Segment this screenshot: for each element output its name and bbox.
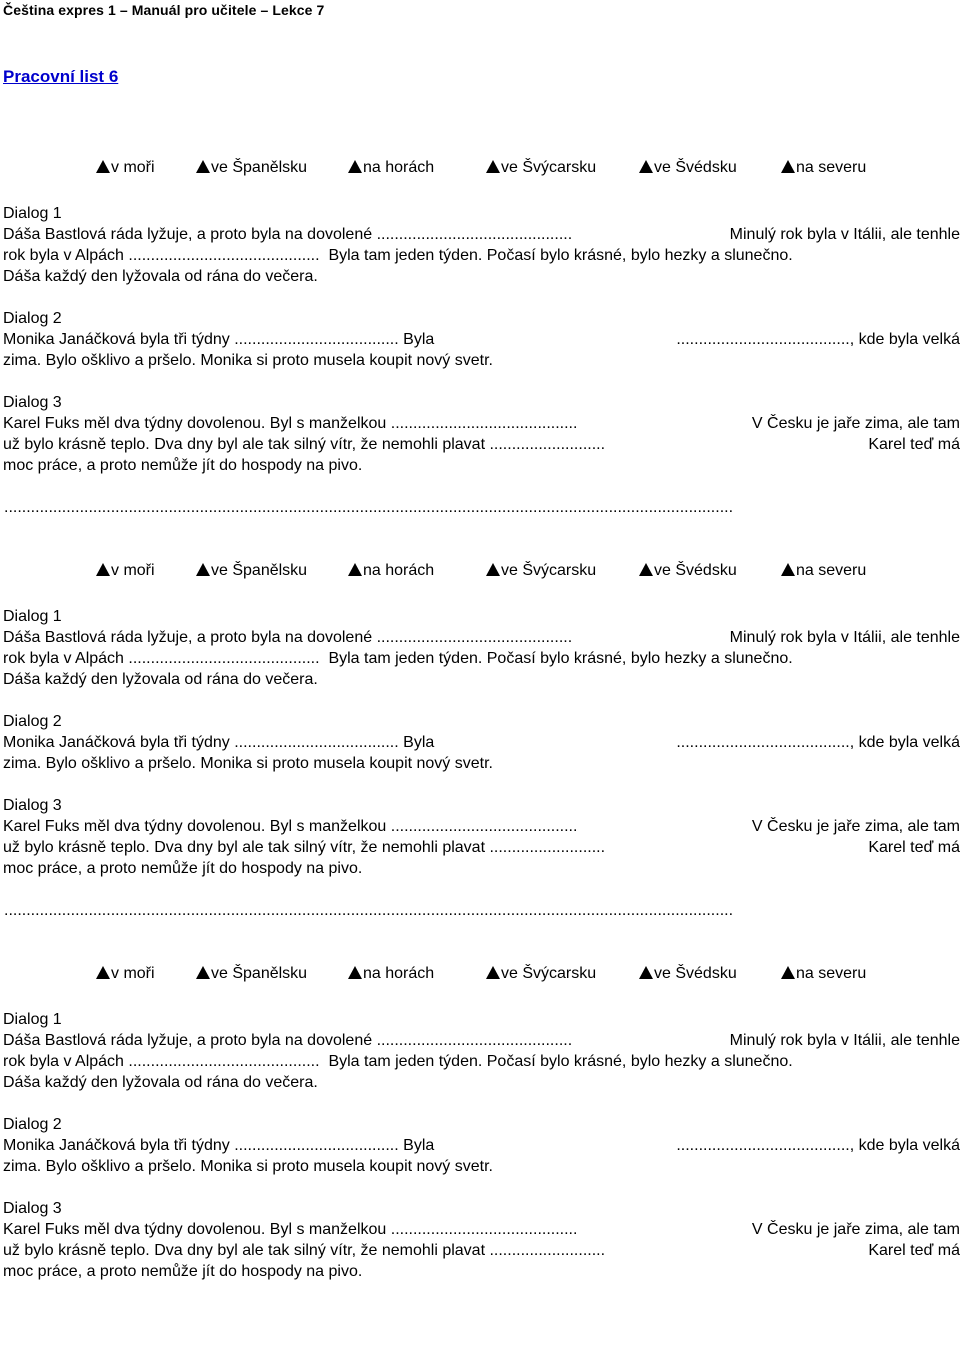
dialog-text: Dáša každý den lyžovala od rána do večera.: [3, 671, 318, 688]
worksheet-title[interactable]: Pracovní list 6: [3, 67, 119, 86]
dialog-label: Dialog 2: [3, 310, 62, 327]
dialog-label: Dialog 2: [3, 1116, 62, 1133]
exercise-block-3: [0, 965, 960, 1368]
dialog-text: už bylo krásně teplo. Dva dny byl ale tak silný vítr, že nemohli plavat .......................... Karel teď má: [3, 839, 960, 856]
separator-dots: ....................................................................................................................................................................: [4, 499, 734, 516]
triangle-bullet-icon: [196, 966, 210, 979]
triangle-bullet-icon: [96, 160, 110, 173]
page-header: Čeština expres 1 – Manuál pro učitele – Lekce 7: [3, 2, 325, 18]
word-bank-item: v moři: [96, 965, 155, 983]
dialog-text: Dáša Bastlová ráda lyžuje, a proto byla na dovolené ............................................ Minulý rok byla v Itálii, ale tenhle: [3, 226, 960, 243]
dialog-label: Dialog 1: [3, 205, 62, 222]
dialog-text: Dáša každý den lyžovala od rána do večera.: [3, 1074, 318, 1091]
dialog-text: Monika Janáčková byla tři týdny ..................................... Byla ......................................., kde byla velká: [3, 1137, 960, 1154]
dialog-text: rok byla v Alpách ........................................... Byla tam jeden týden. Počasí bylo krásné, bylo hezky a slunečno.: [3, 650, 793, 667]
triangle-bullet-icon: [486, 160, 500, 173]
dialog-text: zima. Bylo ošklivo a pršelo. Monika si proto musela koupit nový svetr.: [3, 352, 493, 369]
word-bank: [96, 965, 896, 987]
dialog-text: moc práce, a proto nemůže jít do hospody na pivo.: [3, 860, 363, 877]
word-bank-item: ve Španělsku: [196, 965, 307, 983]
word-bank-item: ve Švédsku: [639, 159, 737, 177]
dialog-text: Dáša Bastlová ráda lyžuje, a proto byla na dovolené ............................................ Minulý rok byla v Itálii, ale tenhle: [3, 1032, 960, 1049]
word-bank-item: na horách: [348, 562, 434, 580]
word-bank-item: ve Španělsku: [196, 562, 307, 580]
exercise-block-1: [0, 159, 960, 562]
dialog-text: rok byla v Alpách ........................................... Byla tam jeden týden. Počasí bylo krásné, bylo hezky a slunečno.: [3, 1053, 793, 1070]
dialog-text: Monika Janáčková byla tři týdny ..................................... Byla ......................................., kde byla velká: [3, 331, 960, 348]
dialog-text: moc práce, a proto nemůže jít do hospody na pivo.: [3, 1263, 363, 1280]
dialog-text: Karel Fuks měl dva týdny dovolenou. Byl s manželkou .......................................... V Česku je jaře zima, ale tam: [3, 1221, 960, 1238]
triangle-bullet-icon: [639, 160, 653, 173]
triangle-bullet-icon: [781, 563, 795, 576]
dialog-text: zima. Bylo ošklivo a pršelo. Monika si proto musela koupit nový svetr.: [3, 1158, 493, 1175]
triangle-bullet-icon: [348, 563, 362, 576]
word-bank-item: ve Švýcarsku: [486, 965, 596, 983]
word-bank-item: na severu: [781, 159, 866, 177]
triangle-bullet-icon: [348, 966, 362, 979]
dialog-text: zima. Bylo ošklivo a pršelo. Monika si proto musela koupit nový svetr.: [3, 755, 493, 772]
word-bank-item: na severu: [781, 965, 866, 983]
word-bank-item: ve Švýcarsku: [486, 159, 596, 177]
dialog-text: Karel Fuks měl dva týdny dovolenou. Byl s manželkou .......................................... V Česku je jaře zima, ale tam: [3, 415, 960, 432]
separator-dots: ....................................................................................................................................................................: [4, 902, 734, 919]
triangle-bullet-icon: [639, 563, 653, 576]
dialog-text: rok byla v Alpách ........................................... Byla tam jeden týden. Počasí bylo krásné, bylo hezky a slunečno.: [3, 247, 793, 264]
dialog-text: už bylo krásně teplo. Dva dny byl ale tak silný vítr, že nemohli plavat .......................... Karel teď má: [3, 1242, 960, 1259]
dialog-label: Dialog 3: [3, 797, 62, 814]
dialog-label: Dialog 3: [3, 1200, 62, 1217]
triangle-bullet-icon: [348, 160, 362, 173]
word-bank-item: na horách: [348, 965, 434, 983]
word-bank-item: v moři: [96, 562, 155, 580]
word-bank-item: na severu: [781, 562, 866, 580]
triangle-bullet-icon: [781, 160, 795, 173]
dialog-text: Dáša Bastlová ráda lyžuje, a proto byla na dovolené ............................................ Minulý rok byla v Itálii, ale tenhle: [3, 629, 960, 646]
word-bank: [96, 562, 896, 584]
dialog-text: Dáša každý den lyžovala od rána do večera.: [3, 268, 318, 285]
triangle-bullet-icon: [486, 966, 500, 979]
word-bank-item: ve Švédsku: [639, 965, 737, 983]
exercise-block-2: [0, 562, 960, 965]
dialog-label: Dialog 3: [3, 394, 62, 411]
dialog-text: Karel Fuks měl dva týdny dovolenou. Byl s manželkou .......................................... V Česku je jaře zima, ale tam: [3, 818, 960, 835]
triangle-bullet-icon: [781, 966, 795, 979]
word-bank-item: ve Švédsku: [639, 562, 737, 580]
word-bank: [96, 159, 896, 181]
dialog-text: už bylo krásně teplo. Dva dny byl ale tak silný vítr, že nemohli plavat .......................... Karel teď má: [3, 436, 960, 453]
dialog-label: Dialog 1: [3, 1011, 62, 1028]
dialog-label: Dialog 2: [3, 713, 62, 730]
triangle-bullet-icon: [639, 966, 653, 979]
triangle-bullet-icon: [196, 563, 210, 576]
triangle-bullet-icon: [196, 160, 210, 173]
dialog-text: Monika Janáčková byla tři týdny ..................................... Byla ......................................., kde byla velká: [3, 734, 960, 751]
triangle-bullet-icon: [96, 563, 110, 576]
word-bank-item: na horách: [348, 159, 434, 177]
triangle-bullet-icon: [96, 966, 110, 979]
triangle-bullet-icon: [486, 563, 500, 576]
dialog-label: Dialog 1: [3, 608, 62, 625]
word-bank-item: ve Švýcarsku: [486, 562, 596, 580]
word-bank-item: v moři: [96, 159, 155, 177]
dialog-text: moc práce, a proto nemůže jít do hospody na pivo.: [3, 457, 363, 474]
word-bank-item: ve Španělsku: [196, 159, 307, 177]
